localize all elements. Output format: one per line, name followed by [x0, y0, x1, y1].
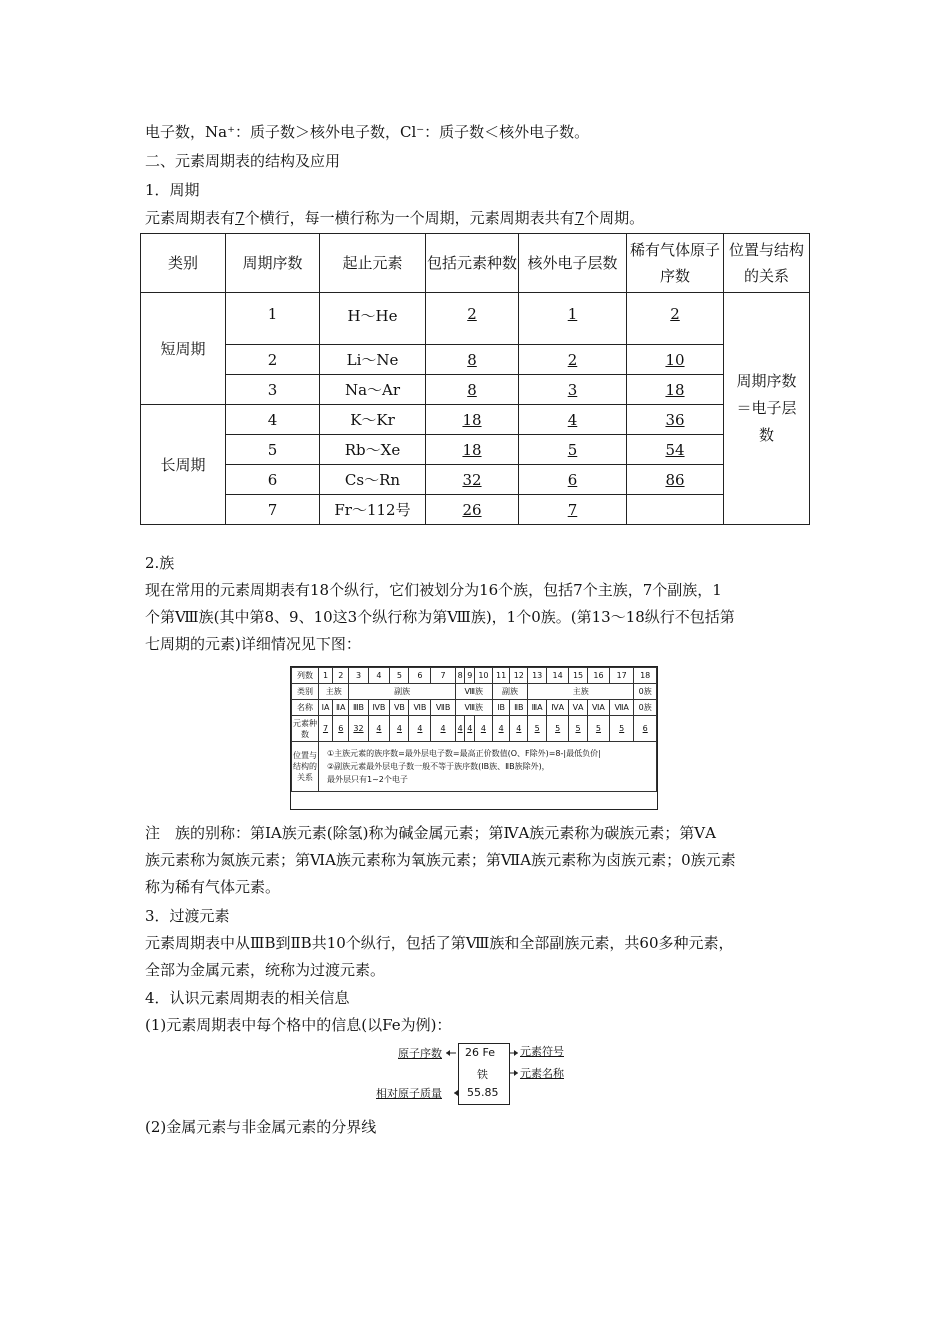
label: 原子序数: [398, 1047, 442, 1060]
count-cell: 5: [528, 716, 547, 742]
note-3: 称为稀有气体元素。: [145, 878, 281, 896]
count-cell: 4: [431, 716, 455, 742]
col-cell: 1: [319, 668, 333, 684]
header-cell: 包括元素种数: [426, 234, 519, 293]
cell: 2: [627, 293, 724, 345]
fe-name: 铁: [477, 1068, 488, 1081]
subheading-period: 1．周期: [145, 181, 200, 199]
label: 元素种数: [292, 716, 319, 742]
header-cell: 位置与结构的关系: [724, 234, 810, 293]
type-cell: 主族: [319, 684, 349, 700]
cell: 4: [519, 405, 627, 435]
count-cell: 6: [333, 716, 349, 742]
cell: K～Kr: [320, 405, 426, 435]
group-text-2: 个第Ⅷ族(其中第8、9、10这3个纵行称为第Ⅷ族)，1个0族。(第13～18纵行不包括第: [145, 608, 735, 626]
count-cell: 4: [390, 716, 409, 742]
name-cell: ⅢA: [528, 700, 547, 716]
name-cell: ⅢB: [349, 700, 368, 716]
cell: 6: [519, 465, 627, 495]
name-cell: ⅤB: [390, 700, 409, 716]
count-cell: 4: [492, 716, 510, 742]
cell: 10: [627, 345, 724, 375]
cell: 1: [519, 293, 627, 345]
note-1: 注 族的别称：第ⅠA族元素(除氢)称为碱金属元素；第ⅣA族元素称为碳族元素；第ⅤA: [145, 824, 716, 842]
col-cell: 10: [475, 668, 493, 684]
cell: 5: [226, 435, 320, 465]
cell: 5: [519, 435, 627, 465]
col-cell: 7: [431, 668, 455, 684]
count-cell: 6: [634, 716, 657, 742]
cell: 2: [519, 345, 627, 375]
count-cell: 4: [368, 716, 390, 742]
col-cell: 6: [409, 668, 431, 684]
count-cell: 32: [349, 716, 368, 742]
subheading-group: 2.族: [145, 554, 175, 572]
type-cell: 副族: [492, 684, 527, 700]
category-cell: 短周期: [141, 293, 226, 405]
name-cell: ⅠA: [319, 700, 333, 716]
relation-text: ②副族元素最外层电子数一般不等于族序数(ⅠB族、ⅡB族除外)，: [327, 762, 550, 771]
col-cell: 3: [349, 668, 368, 684]
name-cell: 0族: [634, 700, 657, 716]
col-cell: 11: [492, 668, 510, 684]
period-intro: 元素周期表有7个横行，每一横行称为一个周期，元素周期表共有7个周期。: [145, 209, 645, 227]
cell: 26: [426, 495, 519, 525]
fe-mass: 55.85: [467, 1086, 499, 1099]
cell: 1: [226, 293, 320, 345]
col-cell: 14: [547, 668, 569, 684]
transition-text-2: 全部为金属元素，统称为过渡元素。: [145, 961, 386, 979]
cell: 3: [519, 375, 627, 405]
cell: 7: [519, 495, 627, 525]
cell: Na～Ar: [320, 375, 426, 405]
cell: Li～Ne: [320, 345, 426, 375]
relation-text: 最外层只有1~2个电子: [327, 775, 408, 784]
cell: [627, 495, 724, 525]
col-cell: 18: [634, 668, 657, 684]
name-cell: ⅣB: [368, 700, 390, 716]
group-text-1: 现在常用的元素周期表有18个纵行，它们被划分为16个族，包括7个主族，7个副族，1: [145, 581, 722, 599]
info-text-1: (1)元素周期表中每个格中的信息(以Fe为例)：: [145, 1016, 452, 1034]
fe-symbol: 26 Fe: [465, 1046, 495, 1059]
col-cell: 4: [368, 668, 390, 684]
cell: 18: [426, 405, 519, 435]
group-text-3: 七周期的元素)详细情况见下图：: [145, 635, 361, 653]
label: 列数: [292, 668, 319, 684]
cell: 3: [226, 375, 320, 405]
col-cell: 17: [609, 668, 633, 684]
name-cell: ⅥA: [588, 700, 610, 716]
cell: 32: [426, 465, 519, 495]
cell: 18: [426, 435, 519, 465]
note-2: 族元素称为氮族元素；第ⅥA族元素称为氧族元素；第ⅦA族元素称为卤族元素；0族元素: [145, 851, 736, 869]
col-cell: 9: [465, 668, 475, 684]
text-line: 电子数，Na⁺：质子数＞核外电子数，Cl⁻：质子数＜核外电子数。: [145, 123, 590, 141]
cell: 7: [226, 495, 320, 525]
col-cell: 12: [510, 668, 528, 684]
cell: 54: [627, 435, 724, 465]
cell: H～He: [320, 293, 426, 345]
cell: 4: [226, 405, 320, 435]
col-cell: 8: [455, 668, 465, 684]
label: 元素名称: [520, 1067, 564, 1080]
col-cell: 2: [333, 668, 349, 684]
name-cell: ⅥB: [409, 700, 431, 716]
count-cell: 4: [510, 716, 528, 742]
subheading-info: 4．认识元素周期表的相关信息: [145, 989, 350, 1007]
count-cell: 4: [475, 716, 493, 742]
count-cell: 7: [319, 716, 333, 742]
name-cell: ⅣA: [547, 700, 569, 716]
cell: 86: [627, 465, 724, 495]
count-cell: 5: [609, 716, 633, 742]
arrows: [370, 1043, 580, 1107]
cell: 6: [226, 465, 320, 495]
period-table: [140, 233, 810, 525]
header-cell: 周期序数: [226, 234, 320, 293]
cell: 18: [627, 375, 724, 405]
label: 名称: [292, 700, 319, 716]
cell: 8: [426, 375, 519, 405]
name-cell: ⅠB: [492, 700, 510, 716]
relation-cell: 周期序数＝电子层数: [724, 293, 810, 525]
name-cell: Ⅷ族: [455, 700, 492, 716]
name-cell: ⅦA: [609, 700, 633, 716]
count-cell: 4: [409, 716, 431, 742]
relation-text: ①主族元素的族序数=最外层电子数=最高正价数值(O、F除外)=8-|最低负价|: [327, 749, 601, 758]
cell: Rb～Xe: [320, 435, 426, 465]
name-cell: ⅡA: [333, 700, 349, 716]
col-cell: 15: [569, 668, 588, 684]
count-cell: 5: [547, 716, 569, 742]
transition-text-1: 元素周期表中从ⅢB到ⅡB共10个纵行，包括了第Ⅷ族和全部副族元素，共60多种元素，: [145, 934, 734, 952]
cell: 2: [426, 293, 519, 345]
cell: Fr～112号: [320, 495, 426, 525]
col-cell: 5: [390, 668, 409, 684]
name-cell: ⅤA: [569, 700, 588, 716]
category-cell: 长周期: [141, 405, 226, 525]
group-figure: [290, 666, 658, 810]
header-cell: 稀有气体原子序数: [627, 234, 724, 293]
count-cell: 5: [569, 716, 588, 742]
cell: 2: [226, 345, 320, 375]
name-cell: ⅡB: [510, 700, 528, 716]
label: 元素符号: [520, 1045, 564, 1058]
count-cell: 4: [455, 716, 465, 742]
cell: 36: [627, 405, 724, 435]
col-cell: 13: [528, 668, 547, 684]
type-cell: 副族: [349, 684, 455, 700]
header-cell: 起止元素: [320, 234, 426, 293]
type-cell: 主族: [528, 684, 634, 700]
cell: Cs～Rn: [320, 465, 426, 495]
cell: 8: [426, 345, 519, 375]
col-cell: 16: [588, 668, 610, 684]
fe-cell-figure: [370, 1043, 580, 1107]
label: 位置与结构的关系: [292, 742, 319, 792]
count-cell: 5: [588, 716, 610, 742]
subheading-transition: 3．过渡元素: [145, 907, 230, 925]
name-cell: ⅦB: [431, 700, 455, 716]
info-text-2: (2)金属元素与非金属元素的分界线: [145, 1118, 377, 1136]
label: 相对原子质量: [376, 1087, 442, 1100]
type-cell: Ⅷ族: [455, 684, 492, 700]
count-cell: 4: [465, 716, 475, 742]
header-cell: 类别: [141, 234, 226, 293]
section-heading: 二、元素周期表的结构及应用: [145, 152, 341, 170]
header-cell: 核外电子层数: [519, 234, 627, 293]
label: 类别: [292, 684, 319, 700]
type-cell: 0族: [634, 684, 657, 700]
